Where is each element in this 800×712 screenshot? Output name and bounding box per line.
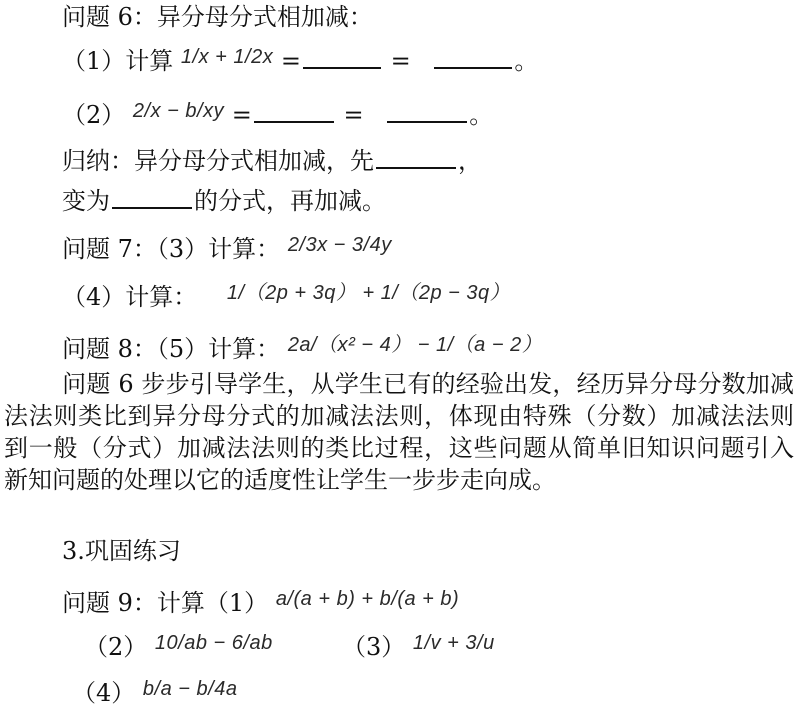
answer-blank[interactable] [303,45,381,69]
q7-label: 问题 7：（3）计算： [62,235,281,263]
q9-expr1: a/(a + b) + b/(a + b) [275,588,460,610]
equals-sign: = [280,47,301,75]
q7-part4-label: （4）计算： [62,283,198,311]
q9-part2 [84,630,273,666]
comma: ， [458,147,482,175]
q6-part2-expr: 2/x − b/xy [132,100,225,122]
q9-expr4: b/a − b/4a [142,678,238,700]
q9-label4: （4） [72,679,136,707]
q8-expr: 2a/（x² − 4） − 1/（a − 2） [287,334,543,356]
q7-expr: 2/3x − 3/4y [287,234,392,256]
explanation-paragraph [4,368,794,496]
q6-part2-label: （2） [62,101,126,129]
q6-part1-expr: 1/x + 1/2x [180,46,274,68]
summary-line1 [62,144,482,178]
period: 。 [469,101,494,129]
section-heading: 3.巩固练习 [62,537,181,565]
q9-part1 [62,586,459,622]
period: 。 [514,47,539,75]
answer-blank[interactable] [434,45,512,69]
q7-part4-expr: 1/（2p + 3q） + 1/（2p − 3q） [226,282,511,304]
q6-part1 [62,44,538,80]
q7-part3 [62,232,392,268]
q9-label2: （2） [84,633,148,661]
answer-blank[interactable] [376,145,456,169]
paragraph-text: 问题 6 步步引导学生，从学生已有的经验出发，经历异分母分数加减法法则类比到异分母分式的加减法法则，体现由特殊（分数）加减法法则到一般（分式）加减法法则的类比过程，这些问题从简单旧知识问题引入新知问题的处理以它的适度性让学生一步步走向成。 [4,370,794,494]
q9-part3 [342,630,495,666]
answer-blank[interactable] [387,99,467,123]
summary-text: 变为 [62,187,110,215]
q9-part4 [72,676,237,712]
q6-title: 问题 6：异分母分式相加减： [62,3,373,31]
equals-sign: = [390,47,411,75]
equals-sign: = [231,101,252,129]
answer-blank[interactable] [254,99,334,123]
q6-part1-label: （1）计算 [62,47,174,75]
q9-label3: （3） [342,633,406,661]
q8 [62,332,542,368]
q9-label: 问题 9：计算（1） [62,589,269,617]
q8-label: 问题 8：（5）计算： [62,335,281,363]
summary-line2 [62,184,386,218]
q9-expr3: 1/v + 3/u [412,632,495,654]
equals-sign: = [343,101,364,129]
summary-text: 归纳：异分母分式相加减，先 [62,147,374,175]
q9-expr2: 10/ab − 6/ab [154,632,273,654]
q6-part2 [62,98,493,134]
q7-part4 [62,280,510,316]
summary-text: 的分式，再加减。 [194,187,386,215]
answer-blank[interactable] [112,185,192,209]
